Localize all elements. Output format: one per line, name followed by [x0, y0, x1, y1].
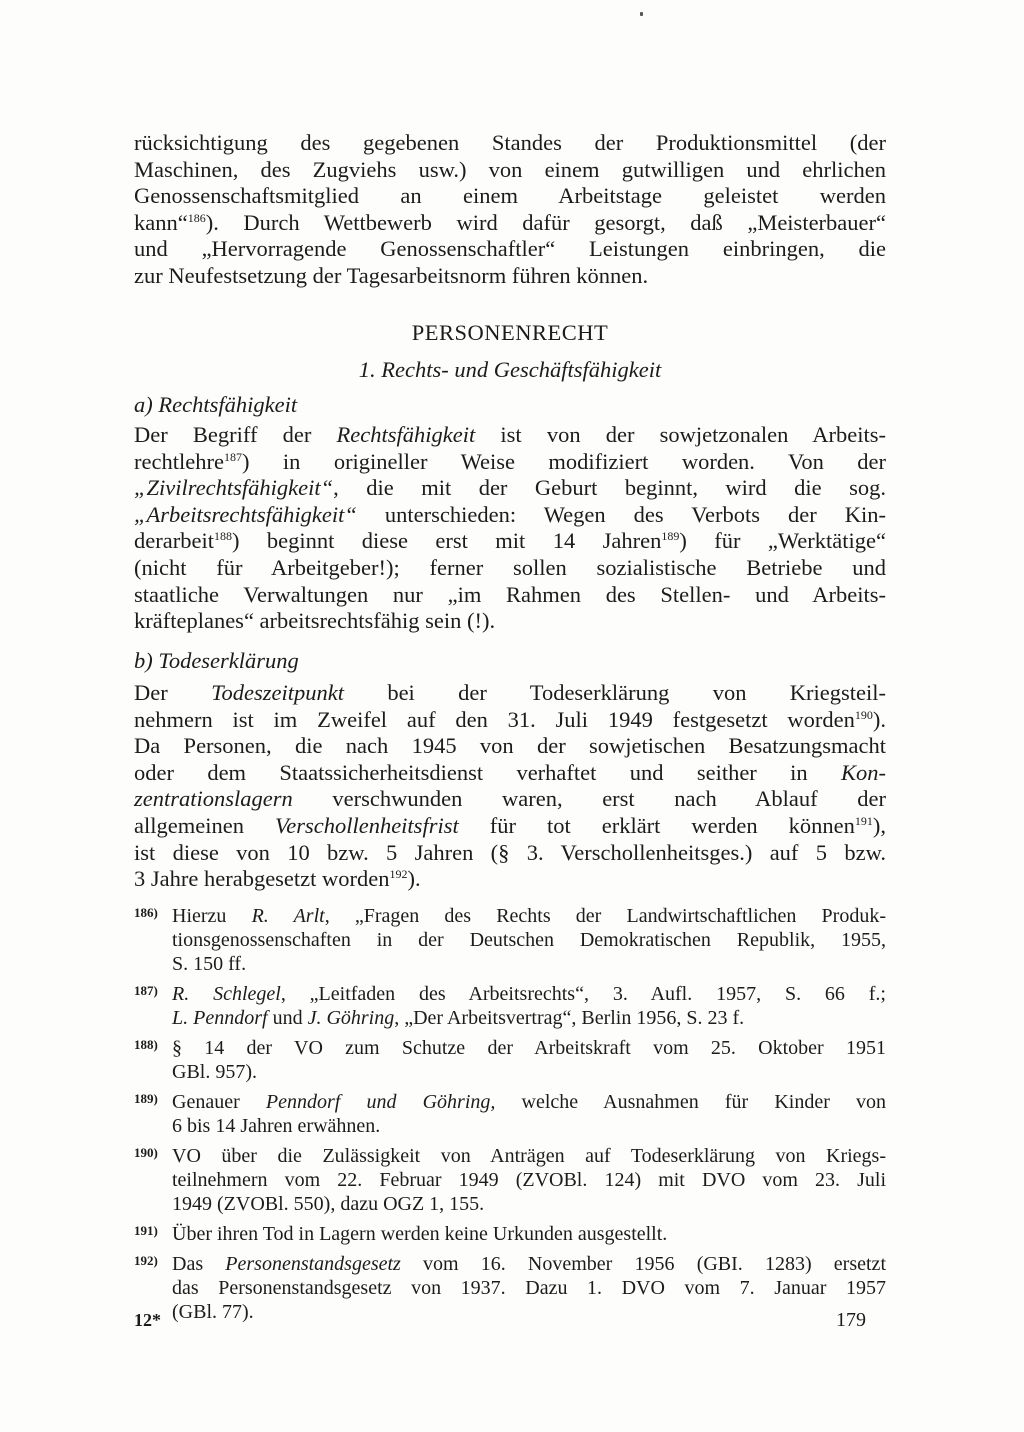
- sheet-signature: 12*: [134, 1310, 161, 1330]
- text-fragment: bei der Todeserklärung von Kriegsteil-: [344, 680, 887, 705]
- footnote-ref: 192: [389, 867, 408, 882]
- footnote-line: 1949 (ZVOBl. 550), dazu OGZ 1, 155.: [172, 1193, 485, 1215]
- emphasis: „Zivilrechtsfähigkeit“: [134, 475, 334, 501]
- emphasis: Personenstandsgesetz: [225, 1253, 401, 1275]
- author-name: L. Penndorf: [172, 1007, 268, 1029]
- text-line: zur Neufestsetzung der Tagesarbeitsnorm führen können.: [134, 262, 649, 288]
- footnote-line: (GBl. 77).: [172, 1301, 254, 1323]
- text-fragment: 3 Jahre herabgesetzt worden: [134, 866, 390, 892]
- text-line: (nicht für Arbeitgeber!); ferner sollen sozialistische Betriebe und: [134, 554, 886, 580]
- text-line: ist diese von 10 bzw. 5 Jahren (§ 3. Verschollenheitsges.) auf 5 bzw.: [134, 839, 886, 865]
- text-line: [134, 866, 886, 893]
- footnote-line: GBl. 957).: [172, 1061, 257, 1083]
- text-fragment: verschwunden waren, erst nach Ablauf der: [292, 786, 886, 812]
- footnote-line: Über ihren Tod in Lagern werden keine Urkunden ausgestellt.: [172, 1223, 668, 1245]
- text-line: [134, 786, 886, 813]
- emphasis: Verschollenheitsfrist: [274, 812, 459, 838]
- subsection-a-title: a) Rechtsfähigkeit: [134, 392, 298, 417]
- footnote-191: [134, 1222, 886, 1246]
- text-line: Maschinen, des Zugviehs usw.) von einem gutwilligen und ehrlichen: [134, 156, 886, 182]
- text-fragment: , „Leitfaden des Arbeitsrechts“, 3. Aufl. 1957, S. 66 f.;: [280, 983, 886, 1005]
- text-line: [134, 210, 886, 237]
- text-fragment: ) beginnt diese erst mit 14 Jahren: [231, 528, 662, 554]
- footnote-ref: 186: [187, 210, 206, 225]
- footnote-ref: 188: [213, 529, 232, 544]
- footnote-line: § 14 der VO zum Schutze der Arbeitskraft vom 25. Oktober 1951: [172, 1037, 886, 1059]
- footnote-ref: 187: [223, 449, 242, 464]
- paragraph-rechtsfaehigkeit: [134, 422, 886, 635]
- text-fragment: ) in origineller Weise modifiziert worden. Von der: [241, 448, 886, 474]
- text-fragment: kann“: [134, 209, 188, 235]
- text-line: und „Hervorragende Genossenschaftler“ Leistungen einbringen, die: [134, 236, 886, 262]
- footnote-number: 192): [134, 1253, 158, 1268]
- emphasis: Todeszeitpunkt: [211, 680, 344, 705]
- text-fragment: und: [267, 1007, 308, 1029]
- footnote-line: [172, 1006, 886, 1030]
- subsection-heading: 1. Rechts- und Geschäftsfähigkeit: [358, 357, 662, 382]
- footnote-190: [134, 1144, 886, 1216]
- footnote-ref: 191: [854, 813, 873, 828]
- text-line: rücksichtigung des gegebenen Standes der Produktionsmittel (der: [134, 130, 886, 155]
- text-fragment: , „Fragen des Rechts der Landwirtschaftlichen Produk-: [324, 905, 886, 927]
- section-heading: PERSONENRECHT: [411, 320, 609, 345]
- footnotes: [134, 904, 886, 1330]
- text-fragment: , die mit der Geburt beginnt, wird die sog.: [333, 475, 886, 501]
- text-line: kräfteplanes“ arbeitsrechtsfähig sein (!).: [134, 608, 496, 634]
- footnote-187: [134, 982, 886, 1030]
- text-fragment: Hierzu: [172, 905, 252, 927]
- footnote-192: [134, 1252, 886, 1324]
- text-fragment: ist von der sowjetzonalen Arbeits-: [475, 422, 886, 447]
- text-fragment: ) für „Werktätige“: [679, 528, 886, 554]
- footnote-number: 190): [134, 1145, 158, 1160]
- footnote-line: [172, 904, 886, 928]
- footnote-number: 189): [134, 1091, 158, 1106]
- text-fragment: oder dem Staatssicherheitsdienst verhaftet und seither in: [134, 759, 841, 785]
- text-fragment: , „Der Arbeitsvertrag“, Berlin 1956, S. 23 f.: [394, 1007, 745, 1029]
- footnote-number: 188): [134, 1037, 158, 1052]
- text-fragment: ).: [872, 706, 886, 732]
- text-fragment: welche Ausnahmen für Kinder von: [495, 1091, 886, 1113]
- text-line: [134, 528, 886, 555]
- author-name: R. Schlegel: [172, 983, 281, 1005]
- footnote-188: [134, 1036, 886, 1084]
- text-fragment: ).: [407, 866, 421, 892]
- author-name: Penndorf und Göhring,: [265, 1091, 496, 1113]
- text-line: Genossenschaftsmitglied an einem Arbeitstage geleistet werden: [134, 183, 886, 209]
- emphasis: Rechtsfähigkeit: [336, 422, 476, 447]
- text-line: staatliche Verwaltungen nur „im Rahmen des Stellen- und Arbeits-: [134, 581, 886, 607]
- footnote-186: [134, 904, 886, 976]
- text-fragment: ),: [872, 812, 887, 838]
- text-fragment: vom 16. November 1956 (GBI. 1283) ersetzt: [400, 1253, 886, 1275]
- footnote-line: 6 bis 14 Jahren erwähnen.: [172, 1115, 381, 1137]
- text-fragment: Genauer: [172, 1091, 266, 1113]
- text-fragment: nehmern ist im Zweifel auf den 31. Juli 1949 festgesetzt worden: [134, 706, 855, 732]
- emphasis: zentrationslagern: [134, 786, 293, 812]
- footnote-line: das Personenstandsgesetz von 1937. Dazu 1. DVO vom 7. Januar 1957: [172, 1277, 886, 1299]
- footnote-ref: 190: [854, 707, 873, 722]
- author-name: J. Göhring: [307, 1007, 395, 1029]
- text-fragment: Der: [134, 680, 212, 705]
- footnote-line: teilnehmern vom 22. Februar 1949 (ZVOBl. 124) mit DVO vom 23. Juli: [172, 1169, 886, 1191]
- text-line: [134, 707, 886, 734]
- footnote-number: 187): [134, 983, 158, 998]
- text-line: [134, 760, 886, 787]
- text-line: [134, 422, 886, 449]
- text-fragment: unterschieden: Wegen des Verbots der Kin-: [356, 501, 886, 527]
- text-fragment: Der Begriff der: [134, 422, 337, 447]
- footnote-line: S. 150 ff.: [172, 953, 247, 975]
- footnote-line: [172, 1090, 886, 1114]
- footnote-number: 191): [134, 1223, 158, 1238]
- footnote-line: tionsgenossenschaften in der Deutschen Demokratischen Republik, 1955,: [172, 929, 886, 951]
- paragraph-todeserklaerung: [134, 680, 886, 893]
- text-fragment: für tot erklärt werden können: [458, 812, 855, 838]
- text-line: Da Personen, die nach 1945 von der sowjetischen Besatzungsmacht: [134, 733, 886, 759]
- text-line: [134, 502, 886, 529]
- text-fragment: allgemeinen: [134, 812, 275, 838]
- footnote-189: [134, 1090, 886, 1138]
- footnote-ref: 189: [661, 529, 680, 544]
- text-line: [134, 680, 886, 707]
- footnote-line: VO über die Zulässigkeit von Anträgen auf Todeserklärung von Kriegs-: [172, 1145, 886, 1167]
- emphasis: Kon-: [841, 759, 886, 785]
- text-line: [134, 449, 886, 476]
- emphasis: „Arbeitsrechtsfähigkeit“: [134, 501, 357, 527]
- text-fragment: Das: [172, 1253, 226, 1275]
- page-number: 179: [836, 1309, 866, 1331]
- intro-paragraph: [134, 130, 886, 290]
- footnote-line: [172, 1252, 886, 1276]
- text-fragment: rechtlehre: [134, 448, 224, 474]
- print-speck: [640, 12, 643, 16]
- author-name: R. Arlt: [251, 905, 325, 927]
- text-line: [134, 813, 886, 840]
- subsection-b-title: b) Todeserklärung: [134, 648, 299, 673]
- footnote-line: [172, 982, 886, 1006]
- text-line: [134, 475, 886, 502]
- text-fragment: ). Durch Wettbewerb wird dafür gesorgt, daß „Meisterbauer“: [205, 209, 886, 235]
- text-fragment: derarbeit: [134, 528, 214, 554]
- footnote-number: 186): [134, 905, 158, 920]
